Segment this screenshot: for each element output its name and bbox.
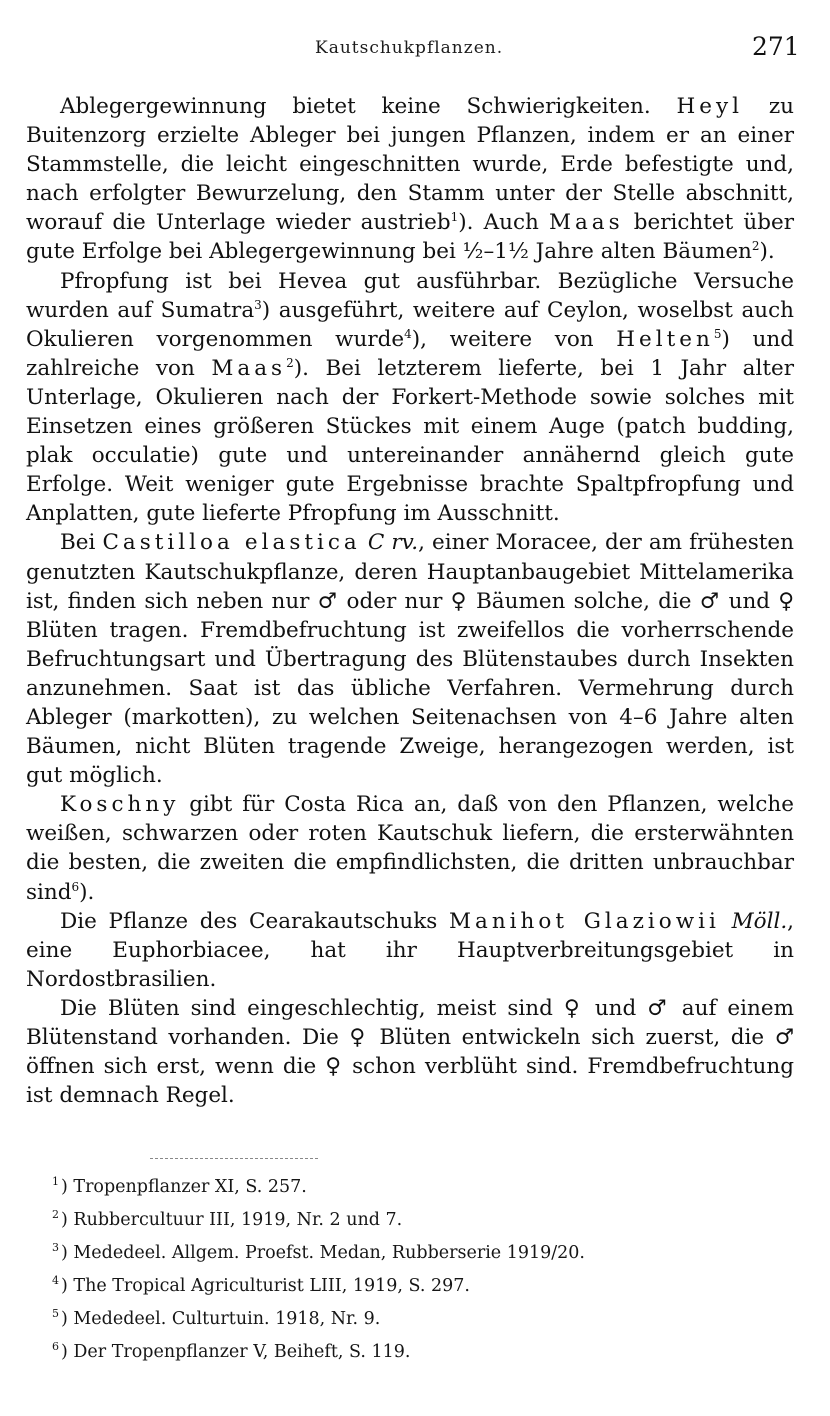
footnote-ref: 3 (254, 297, 262, 312)
paragraph-castilloa (26, 528, 794, 790)
footnote-text: ) Rubbercultuur III, 1919, Nr. 2 und 7. (61, 1209, 403, 1230)
footnote-mark: 4 (52, 1274, 59, 1288)
text-run: Die Blüten sind eingeschlechtig, meist sind ♀ und ♂ auf einem Blütenstand vorhanden. Die ♀ Blüten entwickeln sich zuerst, die ♂ öffnen sich erst, wenn die ♀ schon verblüht sind. Fremdbefruchtung ist demnach Regel. (26, 995, 794, 1109)
footnote (52, 1168, 752, 1201)
text-run (361, 530, 368, 555)
footnote-text: ) Mededeel. Allgem. Proefst. Medan, Rubberserie 1919/20. (61, 1242, 585, 1263)
text-run: Ablegergewinnung bietet keine Schwierigkeiten. (60, 94, 677, 119)
footnote-mark: 1 (52, 1175, 59, 1188)
author-name: Maas (548, 210, 624, 236)
footnote-ref: 2 (286, 355, 294, 370)
author-name: Heyl (676, 94, 744, 119)
footnote-ref: 1 (450, 210, 459, 225)
species-name: Castilloa elastica (102, 530, 361, 556)
text-run: ). Auch (458, 210, 549, 236)
text-run: , eine Euphorbiacee, hat ihr Hauptverbreitungsgebiet in Nordostbrasilien. (26, 908, 794, 992)
paragraph-blueten (26, 994, 794, 1110)
text-run: berichtet über gute Erfolge bei Ablegergewinnung bei ½–1½ Jahre alten Bäumen (26, 210, 795, 265)
footnote-text: ) Der Tropenpflanzer V, Beiheft, S. 119. (61, 1341, 411, 1362)
footnote (52, 1234, 752, 1267)
text-run: ). (759, 239, 775, 265)
text-run: ), weitere von (411, 326, 617, 352)
footnote (52, 1333, 752, 1366)
paragraph-pfropfung (26, 267, 794, 529)
footnote-text: ) The Tropical Agriculturist LIII, 1919, S. 297. (61, 1275, 470, 1296)
species-author: C rv. (367, 530, 419, 556)
footnote-divider (150, 1158, 318, 1159)
author-name: Koschny (60, 792, 180, 818)
author-name: Helten (616, 326, 714, 352)
species-name: Manihot Glaziowii (449, 908, 720, 934)
running-head (0, 26, 830, 66)
page-number: 271 (752, 32, 800, 61)
text-run: Die Pflanze des Cearakautschuks (60, 908, 449, 934)
footnote-ref: 6 (71, 879, 80, 894)
text-run: ) und zahlreiche von (26, 326, 795, 381)
text-run: ). (79, 879, 95, 905)
footnote-text: ) Tropenpflanzer XI, S. 257. (61, 1176, 307, 1197)
footnote-mark: 5 (52, 1307, 59, 1321)
footnote-mark: 2 (52, 1208, 59, 1222)
text-run: ). Bei letzterem lieferte, bei 1 Jahr alter Unterlage, Okulieren nach der Forkert-Methode sowie solches mit Einsetzen eines größeren Stückes mit einem Auge (patch budding, plak occulatie) gute und untereinander annähernd gleich gute Erfolge. Weit weniger gute Ergebnisse brachte Spaltpfropfung und Anplatten, gute lieferte Pfropfung im Ausschnitt. (26, 355, 794, 527)
footnote-ref: 5 (713, 326, 722, 341)
author-name: Maas (211, 355, 287, 381)
text-run (720, 909, 732, 934)
footnote-ref: 2 (751, 239, 760, 254)
text-run: Pfropfung ist bei Hevea gut ausführbar. Bezügliche Versuche wurden auf Sumatra (26, 268, 794, 323)
footnote-mark: 6 (52, 1340, 59, 1354)
footnote-text: ) Mededeel. Culturtuin. 1918, Nr. 9. (61, 1308, 381, 1329)
text-run: ) ausgeführt, weitere auf Ceylon, woselbst auch Okulieren vorgenommen wurde (26, 297, 795, 352)
footnotes (52, 1168, 752, 1366)
paragraph-ablegergewinnung (26, 92, 794, 267)
paragraph-manihot (26, 907, 794, 994)
text-run: , einer Moracee, der am frühesten genutzten Kautschukpflanze, deren Hauptanbaugebiet Mittelamerika ist, finden sich neben nur ♂ oder nur ♀ Bäumen solche, die ♂ und ♀ Blüten tragen. Fremdbefruchtung ist zweifellos die vorherrschende Befruchtungsart und Übertragung des Blütenstaubes durch Insekten anzunehmen. Saat ist das übliche Verfahren. Vermehrung durch Ableger (markotten), zu welchen Seitenachsen von 4–6 Jahre alten Bäumen, nicht Blüten tragende Zweige, herangezogen werden, ist gut möglich. (26, 530, 795, 789)
paragraph-koschny (26, 790, 794, 906)
footnote (52, 1267, 752, 1300)
running-title: Kautschukpflanzen. (315, 38, 504, 58)
text-run: zu Buitenzorg erzielte Ableger bei jungen Pflanzen, indem er an einer Stammstelle, die leicht eingeschnitten wurde, Erde befestigte und, nach erfolgter Bewurzelung, den Stamm unter der Stelle abschnitt, worauf die Unterlage wieder austrieb (26, 94, 794, 236)
footnote-ref: 4 (404, 326, 412, 341)
text-run: Bei (60, 530, 103, 556)
footnote-mark: 3 (52, 1241, 59, 1255)
text-run: gibt für Costa Rica an, daß von den Pflanzen, welche weißen, schwarzen oder roten Kautschuk liefern, die ersterwähnten die besten, die zweiten die empfindlichsten, die dritten unbrauchbar sind (26, 792, 794, 905)
footnote (52, 1201, 752, 1234)
species-author: Möll. (731, 908, 788, 934)
footnote (52, 1300, 752, 1333)
body-text (26, 92, 794, 1110)
